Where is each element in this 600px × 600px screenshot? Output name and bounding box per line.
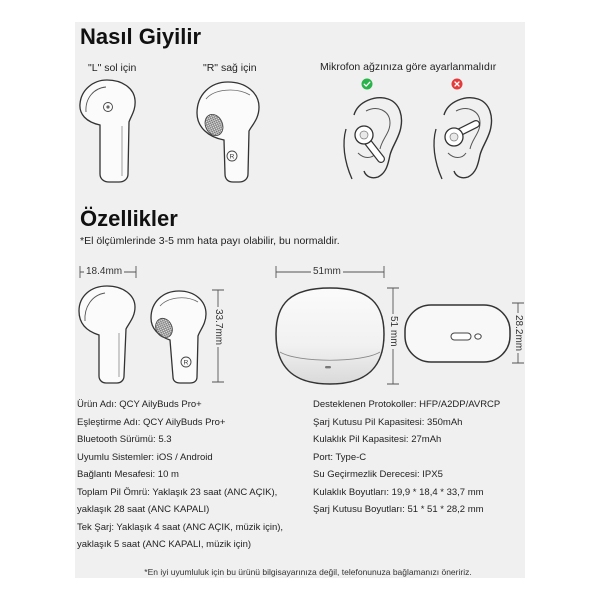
pairing-button-icon <box>475 334 481 339</box>
spec-line: Uyumlu Sistemler: iOS / Android <box>77 451 213 463</box>
spec-line: Eşleştirme Adı: QCY AilyBuds Pro+ <box>77 416 226 428</box>
left-earbud-icon <box>76 78 138 184</box>
spec-line: Bluetooth Sürümü: 5.3 <box>77 434 172 445</box>
earbud-height-label: 33.7mm <box>213 309 224 346</box>
spec-line: Su Geçirmezlik Derecesi: IPX5 <box>313 469 443 480</box>
measurement-note: *El ölçümlerinde 3-5 mm hata payı olabilir, bu normaldir. <box>80 235 340 247</box>
case-height-label: 28.2mm <box>513 315 524 352</box>
spec-line: Tek Şarj: Yaklaşık 4 saat (ANC AÇIK, müzik için), <box>77 521 284 533</box>
ear-correct-fit-icon <box>336 93 406 181</box>
right-earbud-label: "R" sağ için <box>203 62 257 74</box>
spec-line: Desteklenen Protokoller: HFP/A2DP/AVRCP <box>313 399 501 410</box>
specs-right-column <box>313 396 500 519</box>
spec-line: Bağlantı Mesafesi: 10 m <box>77 469 179 480</box>
spec-line: yaklaşık 5 saat (ANC KAPALI, müzik için) <box>77 539 252 550</box>
indicator-light <box>325 366 331 368</box>
spec-line: Şarj Kutusu Pil Kapasitesi: 350mAh <box>313 416 463 428</box>
earbud-width-label: 18.4mm <box>86 266 123 277</box>
spec-line: Toplam Pil Ömrü: Yaklaşık 23 saat (ANC AÇIK), <box>77 486 278 498</box>
spec-line: Ürün Adı: QCY AilyBuds Pro+ <box>77 399 202 410</box>
usb-c-port-icon <box>451 333 471 340</box>
case-width-label: 51mm <box>313 266 341 277</box>
spec-line: yaklaşık 28 saat (ANC KAPALI) <box>77 504 210 515</box>
charging-case-side-icon <box>403 302 513 364</box>
how-to-wear-title: Nasıl Giyilir <box>80 24 202 49</box>
specs-left-column <box>77 396 283 554</box>
left-earbud-icon <box>76 283 138 385</box>
check-icon <box>361 78 373 90</box>
spec-line: Şarj Kutusu Boyutları: 51 * 51 * 28,2 mm <box>313 504 484 515</box>
left-earbud-label: "L" sol için <box>88 62 137 74</box>
spec-line: Kulaklık Boyutları: 19,9 * 18,4 * 33,7 mm <box>313 486 484 498</box>
right-earbud-icon <box>192 79 262 185</box>
right-earbud-mark: R <box>183 359 189 367</box>
spec-line: Kulaklık Pil Kapasitesi: 27mAh <box>313 434 442 445</box>
ear-incorrect-fit-icon <box>426 93 496 181</box>
compatibility-footnote: *En iyi uyumluluk için bu ürünü bilgisayarınıza değil, telefonunuza bağlamanızı öneririz. <box>144 567 472 577</box>
features-title: Özellikler <box>80 206 178 231</box>
mic-note: Mikrofon ağzınıza göre ayarlanmalıdır <box>320 61 497 73</box>
cross-icon <box>451 78 463 90</box>
spec-line: Port: Type-C <box>313 451 367 463</box>
case-length-label: 51 mm <box>388 316 399 347</box>
right-earbud-mark: R <box>229 153 235 161</box>
right-earbud-icon <box>148 288 210 386</box>
charging-case-top-icon <box>274 286 386 386</box>
